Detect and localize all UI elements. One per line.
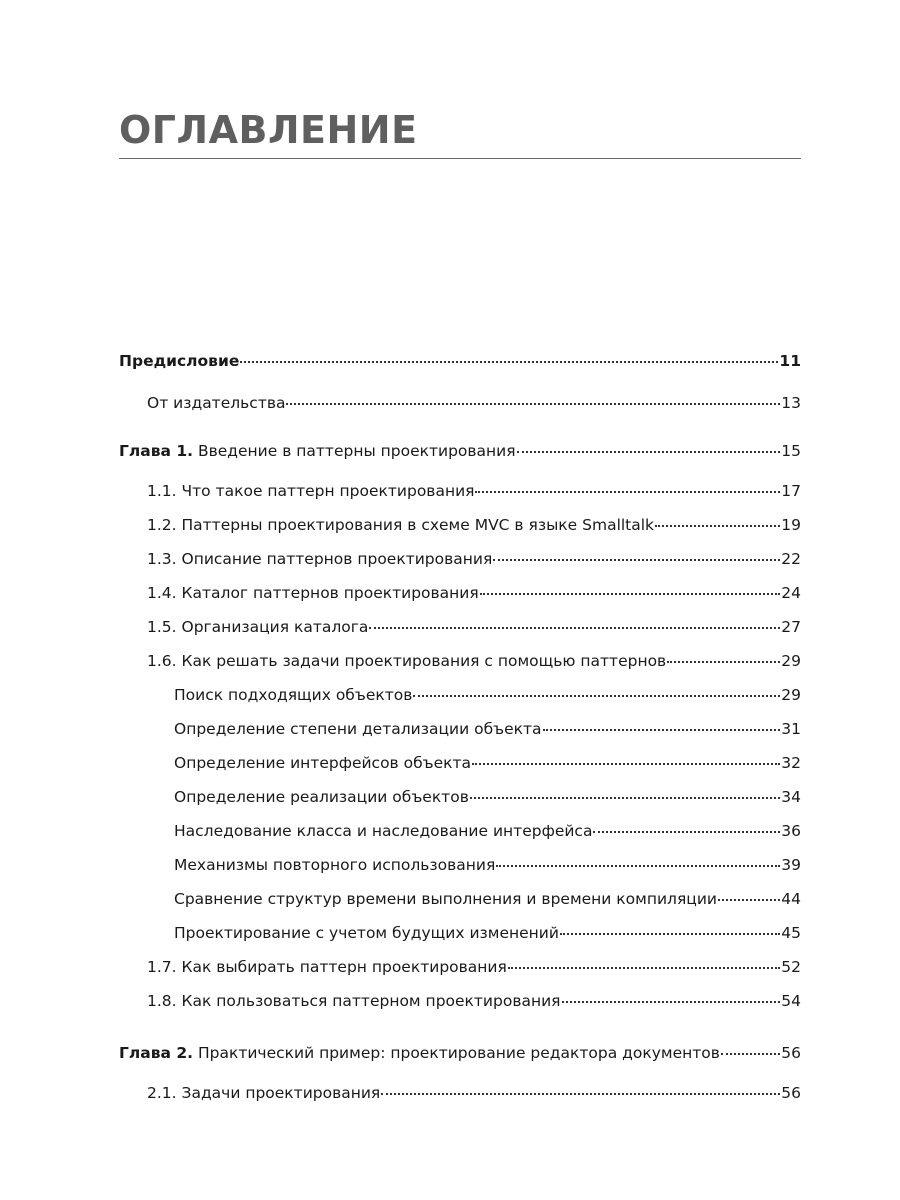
toc-entry-label: Механизмы повторного использования xyxy=(174,856,496,874)
toc-entry-page: 24 xyxy=(781,584,801,602)
toc-entry-label: 1.5. Организация каталога xyxy=(147,618,369,636)
toc-entry-label xyxy=(119,1043,720,1063)
toc-entry-page: 19 xyxy=(781,516,801,534)
toc-entry-label: Определение реализации объектов xyxy=(174,788,469,806)
toc-entry-label: Наследование класса и наследование интерфейса xyxy=(174,822,593,840)
page-title: ОГЛАВЛЕНИЕ xyxy=(119,108,418,152)
toc-subentry-1-6-6[interactable] xyxy=(119,855,801,875)
dot-leader xyxy=(413,695,780,697)
title-divider xyxy=(119,158,801,159)
toc-entry-label: Определение степени детализации объекта xyxy=(174,720,542,738)
toc-entry-label: 2.1. Задачи проектирования xyxy=(147,1084,381,1102)
toc-entry-1-3[interactable] xyxy=(119,549,801,569)
dot-leader xyxy=(369,627,780,629)
toc-subentry-1-6-5[interactable] xyxy=(119,821,801,841)
toc-entry-label: 1.2. Паттерны проектирования в схеме MVC в языке Smalltalk xyxy=(147,516,655,534)
toc-entry-1-2[interactable] xyxy=(119,515,801,535)
toc-entry-label: 1.3. Описание паттернов проектирования xyxy=(147,550,493,568)
toc-entry-label: 1.1. Что такое паттерн проектирования xyxy=(147,482,475,500)
dot-leader xyxy=(721,1053,780,1055)
chapter-title: Практический пример: проектирование редактора документов xyxy=(197,1044,720,1062)
toc-entry-chapter-1[interactable] xyxy=(119,441,801,461)
toc-entry-1-1[interactable] xyxy=(119,481,801,501)
toc-entry-page: 27 xyxy=(781,618,801,636)
dot-leader xyxy=(560,933,780,935)
dot-leader xyxy=(475,491,780,493)
toc-entry-1-5[interactable] xyxy=(119,617,801,637)
toc-subentry-1-6-1[interactable] xyxy=(119,685,801,705)
toc-entry-label: Определение интерфейсов объекта xyxy=(174,754,472,772)
toc-subentry-1-6-7[interactable] xyxy=(119,889,801,909)
toc-entry-1-4[interactable] xyxy=(119,583,801,603)
toc-entry-page: 34 xyxy=(781,788,801,806)
dot-leader xyxy=(508,967,780,969)
toc-entry-1-8[interactable] xyxy=(119,991,801,1011)
toc-subentry-1-6-8[interactable] xyxy=(119,923,801,943)
toc-subentry-1-6-4[interactable] xyxy=(119,787,801,807)
dot-leader xyxy=(472,763,780,765)
dot-leader xyxy=(543,729,781,731)
toc-entry-page: 36 xyxy=(781,822,801,840)
toc-entry-1-6[interactable] xyxy=(119,651,801,671)
dot-leader xyxy=(517,451,781,453)
toc-entry-label: 1.8. Как пользоваться паттерном проектирования xyxy=(147,992,561,1010)
toc-entry-page: 54 xyxy=(781,992,801,1010)
toc-entry-page: 44 xyxy=(781,890,801,908)
dot-leader xyxy=(381,1093,780,1095)
toc-entry-label: 1.6. Как решать задачи проектирования с помощью паттернов xyxy=(147,652,667,670)
dot-leader xyxy=(655,525,780,527)
toc-entry-page: 32 xyxy=(781,754,801,772)
toc-subentry-1-6-3[interactable] xyxy=(119,753,801,773)
dot-leader xyxy=(718,899,780,901)
toc-entry-page: 17 xyxy=(781,482,801,500)
toc-entry-page: 56 xyxy=(781,1044,801,1062)
dot-leader xyxy=(240,361,778,363)
toc-entry-from-publisher[interactable] xyxy=(119,393,801,413)
toc-entry-label: 1.7. Как выбирать паттерн проектирования xyxy=(147,958,507,976)
toc-entry-page: 11 xyxy=(779,352,801,370)
toc-entry-label: Предисловие xyxy=(119,352,240,370)
toc-subentry-1-6-2[interactable] xyxy=(119,719,801,739)
dot-leader xyxy=(470,797,780,799)
dot-leader xyxy=(480,593,781,595)
chapter-title: Введение в паттерны проектирования xyxy=(197,442,516,460)
dot-leader xyxy=(496,865,780,867)
toc-entry-label: От издательства xyxy=(147,394,286,412)
toc-entry-page: 52 xyxy=(781,958,801,976)
chapter-number: Глава 1. xyxy=(119,442,194,460)
toc-entry-page: 15 xyxy=(781,442,801,460)
dot-leader xyxy=(286,403,780,405)
toc-entry-page: 13 xyxy=(781,394,801,412)
chapter-number: Глава 2. xyxy=(119,1044,194,1062)
dot-leader xyxy=(562,1001,781,1003)
toc-entry-label xyxy=(119,441,516,461)
dot-leader xyxy=(493,559,780,561)
toc-entry-chapter-2[interactable] xyxy=(119,1043,801,1063)
toc-entry-page: 56 xyxy=(781,1084,801,1102)
toc-entry-page: 29 xyxy=(781,686,801,704)
toc-entry-page: 39 xyxy=(781,856,801,874)
toc-entry-page: 22 xyxy=(781,550,801,568)
toc-entry-preface[interactable] xyxy=(119,351,801,371)
toc-entry-page: 45 xyxy=(781,924,801,942)
toc-entry-label: Сравнение структур времени выполнения и времени компиляции xyxy=(174,890,717,908)
dot-leader xyxy=(593,831,780,833)
toc-entry-1-7[interactable] xyxy=(119,957,801,977)
toc-entry-label: 1.4. Каталог паттернов проектирования xyxy=(147,584,479,602)
dot-leader xyxy=(667,661,780,663)
toc-entry-label: Поиск подходящих объектов xyxy=(174,686,413,704)
toc-entry-page: 29 xyxy=(781,652,801,670)
toc-entry-label: Проектирование с учетом будущих изменений xyxy=(174,924,559,942)
toc-entry-page: 31 xyxy=(781,720,801,738)
toc-entry-2-1[interactable] xyxy=(119,1083,801,1103)
